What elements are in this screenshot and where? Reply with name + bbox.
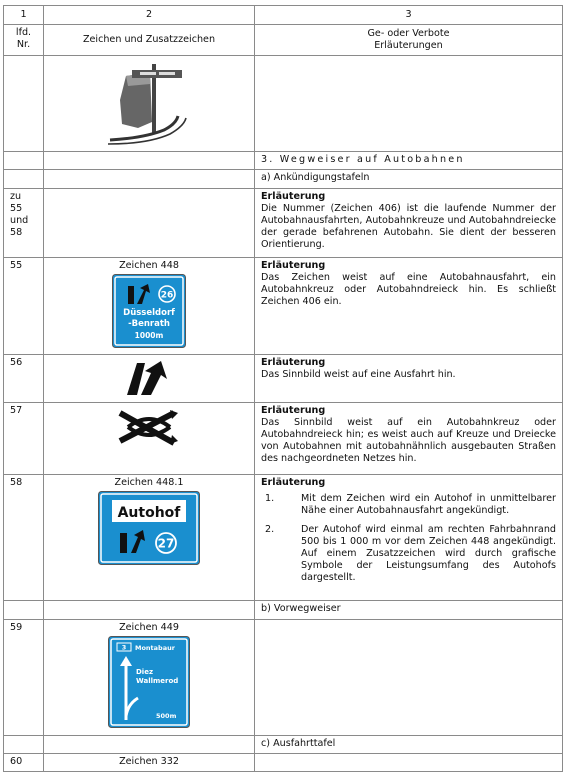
sign-label: Zeichen 332 xyxy=(44,754,255,772)
table-row xyxy=(4,754,563,772)
subsection-row xyxy=(4,601,563,620)
explanation-text: Die Nummer (Zeichen 406) ist die laufende Nummer der Autobahnausfahrten, Autobahnkreuze und Autobahndreiecke der gerade befahrenen Autobahn. Sie dient der besseren Orientierung. xyxy=(261,202,556,250)
sign-line: Diez xyxy=(136,667,154,676)
exit-number: 27 xyxy=(157,536,175,551)
subsection-b: b) Vorwegweiser xyxy=(255,601,563,620)
sign-line: Düsseldorf xyxy=(123,307,175,318)
row-number: 55 xyxy=(4,258,44,355)
subsection-a: a) Ankündigungstafeln xyxy=(255,170,563,189)
row-number: zu 55 und 58 xyxy=(4,189,44,258)
sign-label: Zeichen 448.1 xyxy=(114,477,184,488)
subsection-c: c) Ausfahrttafel xyxy=(255,736,563,754)
subsection-row xyxy=(4,736,563,754)
sign-cell xyxy=(44,475,255,601)
sign-distance: 1000m xyxy=(134,330,164,340)
table-row xyxy=(4,475,563,601)
table-row xyxy=(4,56,563,152)
list-item: 1. Mit dem Zeichen wird ein Autohof in unmittelbarer Nähe einer Autobahnausfahrt angekündigt. xyxy=(265,492,556,516)
exit-number: 3 xyxy=(121,643,127,652)
table-row xyxy=(4,403,563,475)
sign-cell xyxy=(44,355,255,403)
sign-line: Montabaur xyxy=(135,643,175,652)
signpost-gantry-illustration xyxy=(104,60,194,148)
explanation-heading: Erläuterung xyxy=(261,357,326,368)
column-header-row xyxy=(4,25,563,56)
signpost-illustration-cell xyxy=(44,56,255,152)
explanation-text: Das Sinnbild weist auf eine Ausfahrt hin. xyxy=(261,368,456,380)
col-header-rules: Ge- oder Verbote Erläuterungen xyxy=(255,25,563,56)
sign-448-1-illustration xyxy=(98,491,200,565)
interchange-symbol-icon xyxy=(118,407,180,447)
explanation-cell xyxy=(255,189,563,258)
list-item: 2. Der Autohof wird einmal am rechten Fahrbahnrand 500 bis 1 000 m vor dem Zeichen 448 angekündigt. Auf einem Zusatzzeichen wird durch grafische Symbole der Leistungsumfang des Autohofs dargestellt. xyxy=(265,523,556,583)
explanation-cell xyxy=(255,475,563,601)
autohof-title: Autohof xyxy=(117,504,181,521)
sign-label: Zeichen 448 xyxy=(119,260,179,271)
sign-cell xyxy=(44,258,255,355)
explanation-text: Das Sinnbild weist auf ein Autobahnkreuz oder Autobahndreieck hin; es weist auch auf Kreuze und Dreiecke von Autobahnen mit autobahnähnlich ausgebauten Straßen des nachgeordneten Netzes hin. xyxy=(261,416,556,464)
column-number-row xyxy=(4,6,563,25)
explanation-heading: Erläuterung xyxy=(261,191,326,202)
row-number: 57 xyxy=(4,403,44,475)
col-number-3: 3 xyxy=(255,6,563,25)
sign-cell xyxy=(44,403,255,475)
sign-449-illustration xyxy=(108,636,190,728)
row-number: 59 xyxy=(4,620,44,736)
explanation-heading: Erläuterung xyxy=(261,477,326,488)
explanation-list xyxy=(261,493,556,584)
subsection-row xyxy=(4,170,563,189)
sign-line: -Benrath xyxy=(128,318,170,329)
sign-label: Zeichen 449 xyxy=(119,622,179,633)
col-number-1: 1 xyxy=(4,6,44,25)
table-row xyxy=(4,258,563,355)
row-number: 58 xyxy=(4,475,44,601)
explanation-text: Das Zeichen weist auf eine Autobahnausfahrt, ein Autobahnkreuz oder Autobahndreieck hin. Es schließt Zeichen 406 ein. xyxy=(261,271,556,307)
explanation-cell xyxy=(255,403,563,475)
row-number: 56 xyxy=(4,355,44,403)
explanation-heading: Erläuterung xyxy=(261,260,326,271)
explanation-heading: Erläuterung xyxy=(261,405,326,416)
row-number: 60 xyxy=(4,754,44,772)
regulation-table xyxy=(3,5,563,772)
section-row xyxy=(4,152,563,170)
table-row xyxy=(4,355,563,403)
col-header-nr: lfd. Nr. xyxy=(4,25,44,56)
sign-line: Wallmerod xyxy=(136,676,179,685)
exit-number: 26 xyxy=(160,290,174,301)
col-number-2: 2 xyxy=(44,6,255,25)
sign-distance: 500m xyxy=(156,711,177,720)
explanation-cell xyxy=(255,355,563,403)
explanation-cell xyxy=(255,258,563,355)
sign-cell xyxy=(44,620,255,736)
exit-symbol-icon xyxy=(125,359,173,397)
table-row xyxy=(4,620,563,736)
section-title: 3. Wegweiser auf Autobahnen xyxy=(255,152,563,170)
col-header-signs: Zeichen und Zusatzzeichen xyxy=(44,25,255,56)
table-row xyxy=(4,189,563,258)
sign-448-illustration xyxy=(112,274,186,348)
